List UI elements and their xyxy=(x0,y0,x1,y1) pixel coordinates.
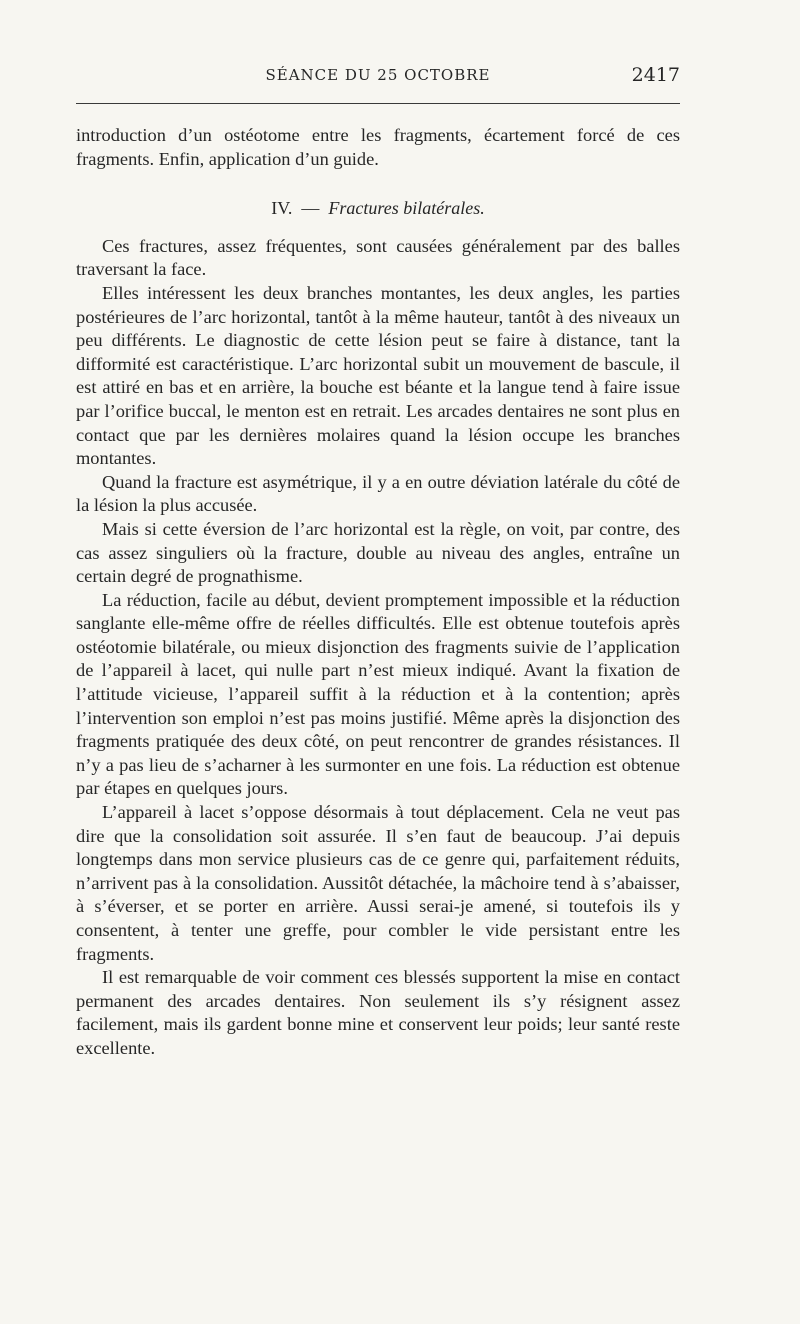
paragraph: Quand la fracture est asymétrique, il y a en outre déviation latérale du côté de la lésion la plus accusée. xyxy=(76,471,680,516)
paragraph-continued: introduction d’un ostéotome entre les fragments, écartement forcé de ces fragments. Enfin, application d’un guide. xyxy=(76,125,680,169)
section-title: Fractures bilatérales. xyxy=(328,198,485,219)
section-dash: — xyxy=(301,198,320,219)
section-number: IV. xyxy=(271,198,293,219)
running-header xyxy=(76,66,680,92)
paragraph: La réduction, facile au début, devient promptement impossible et la réduction sanglante elle-même offre de réelles difficultés. Elle est obtenue toutefois après ostéotomie bilatérale, ou mieux disjonction des fragments suivie de l’application de l’appareil à lacet, qui nulle part n’est mieux indiqué. Avant la fixation de l’attitude vicieuse, l’appareil suffit à la réduction et à la contention; après l’intervention son emploi n’est pas moins justifié. Même après la disjonction des fragments pratiquée des deux côté, on peut rencontrer de grandes résistances. Il n’y a pas lieu de s’acharner à les surmonter en une fois. La réduction est obtenue par étapes en quelques jours. xyxy=(76,589,680,799)
paragraph: Ces fractures, assez fréquentes, sont causées généralement par des balles traversant la face. xyxy=(76,235,680,280)
body-text xyxy=(76,124,680,1061)
paragraph: Elles intéressent les deux branches montantes, les deux angles, les parties postérieures de l’arc horizontal, tantôt à la même hauteur, tantôt à des niveaux un peu différents. Le diagnostic de cette lésion peut se faire à distance, tant la difformité est caractéristique. L’arc horizontal subit un mouvement de bascule, il est attiré en bas et en arrière, la bouche est béante et la langue tend à faire issue par l’orifice buccal, le menton est en retrait. Les arcades dentaires ne sont plus en contact que par les dernières molaires quand la lésion occupe les branches montantes. xyxy=(76,282,680,469)
section-heading xyxy=(76,197,680,221)
running-title: SÉANCE DU 25 OCTOBRE xyxy=(265,66,491,84)
paragraph: Mais si cette éversion de l’arc horizontal est la règle, on voit, par contre, des cas assez singuliers où la fracture, double au niveau des angles, entraîne un certain degré de prognathisme. xyxy=(76,518,680,587)
paragraph: Il est remarquable de voir comment ces blessés supportent la mise en contact permanent des arcades dentaires. Non seulement ils s’y résignent assez facilement, mais ils gardent bonne mine et conservent leur poids; leur santé reste excellente. xyxy=(76,967,680,1058)
header-rule xyxy=(76,103,680,104)
page-number: 2417 xyxy=(631,64,680,86)
paragraph: L’appareil à lacet s’oppose désormais à tout déplacement. Cela ne veut pas dire que la consolidation soit assurée. Il s’en faut de beaucoup. J’ai depuis longtemps dans mon service plusieurs cas de ce genre qui, parfaitement réduits, n’arrivent pas à la consolidation. Aussitôt détachée, la mâchoire tend à s’abaisser, à s’éverser, et se porter en arrière. Aussi serai-je amené, si toutefois ils y consentent, à tenter une greffe, pour combler le vide persistant entre les fragments. xyxy=(76,802,680,964)
